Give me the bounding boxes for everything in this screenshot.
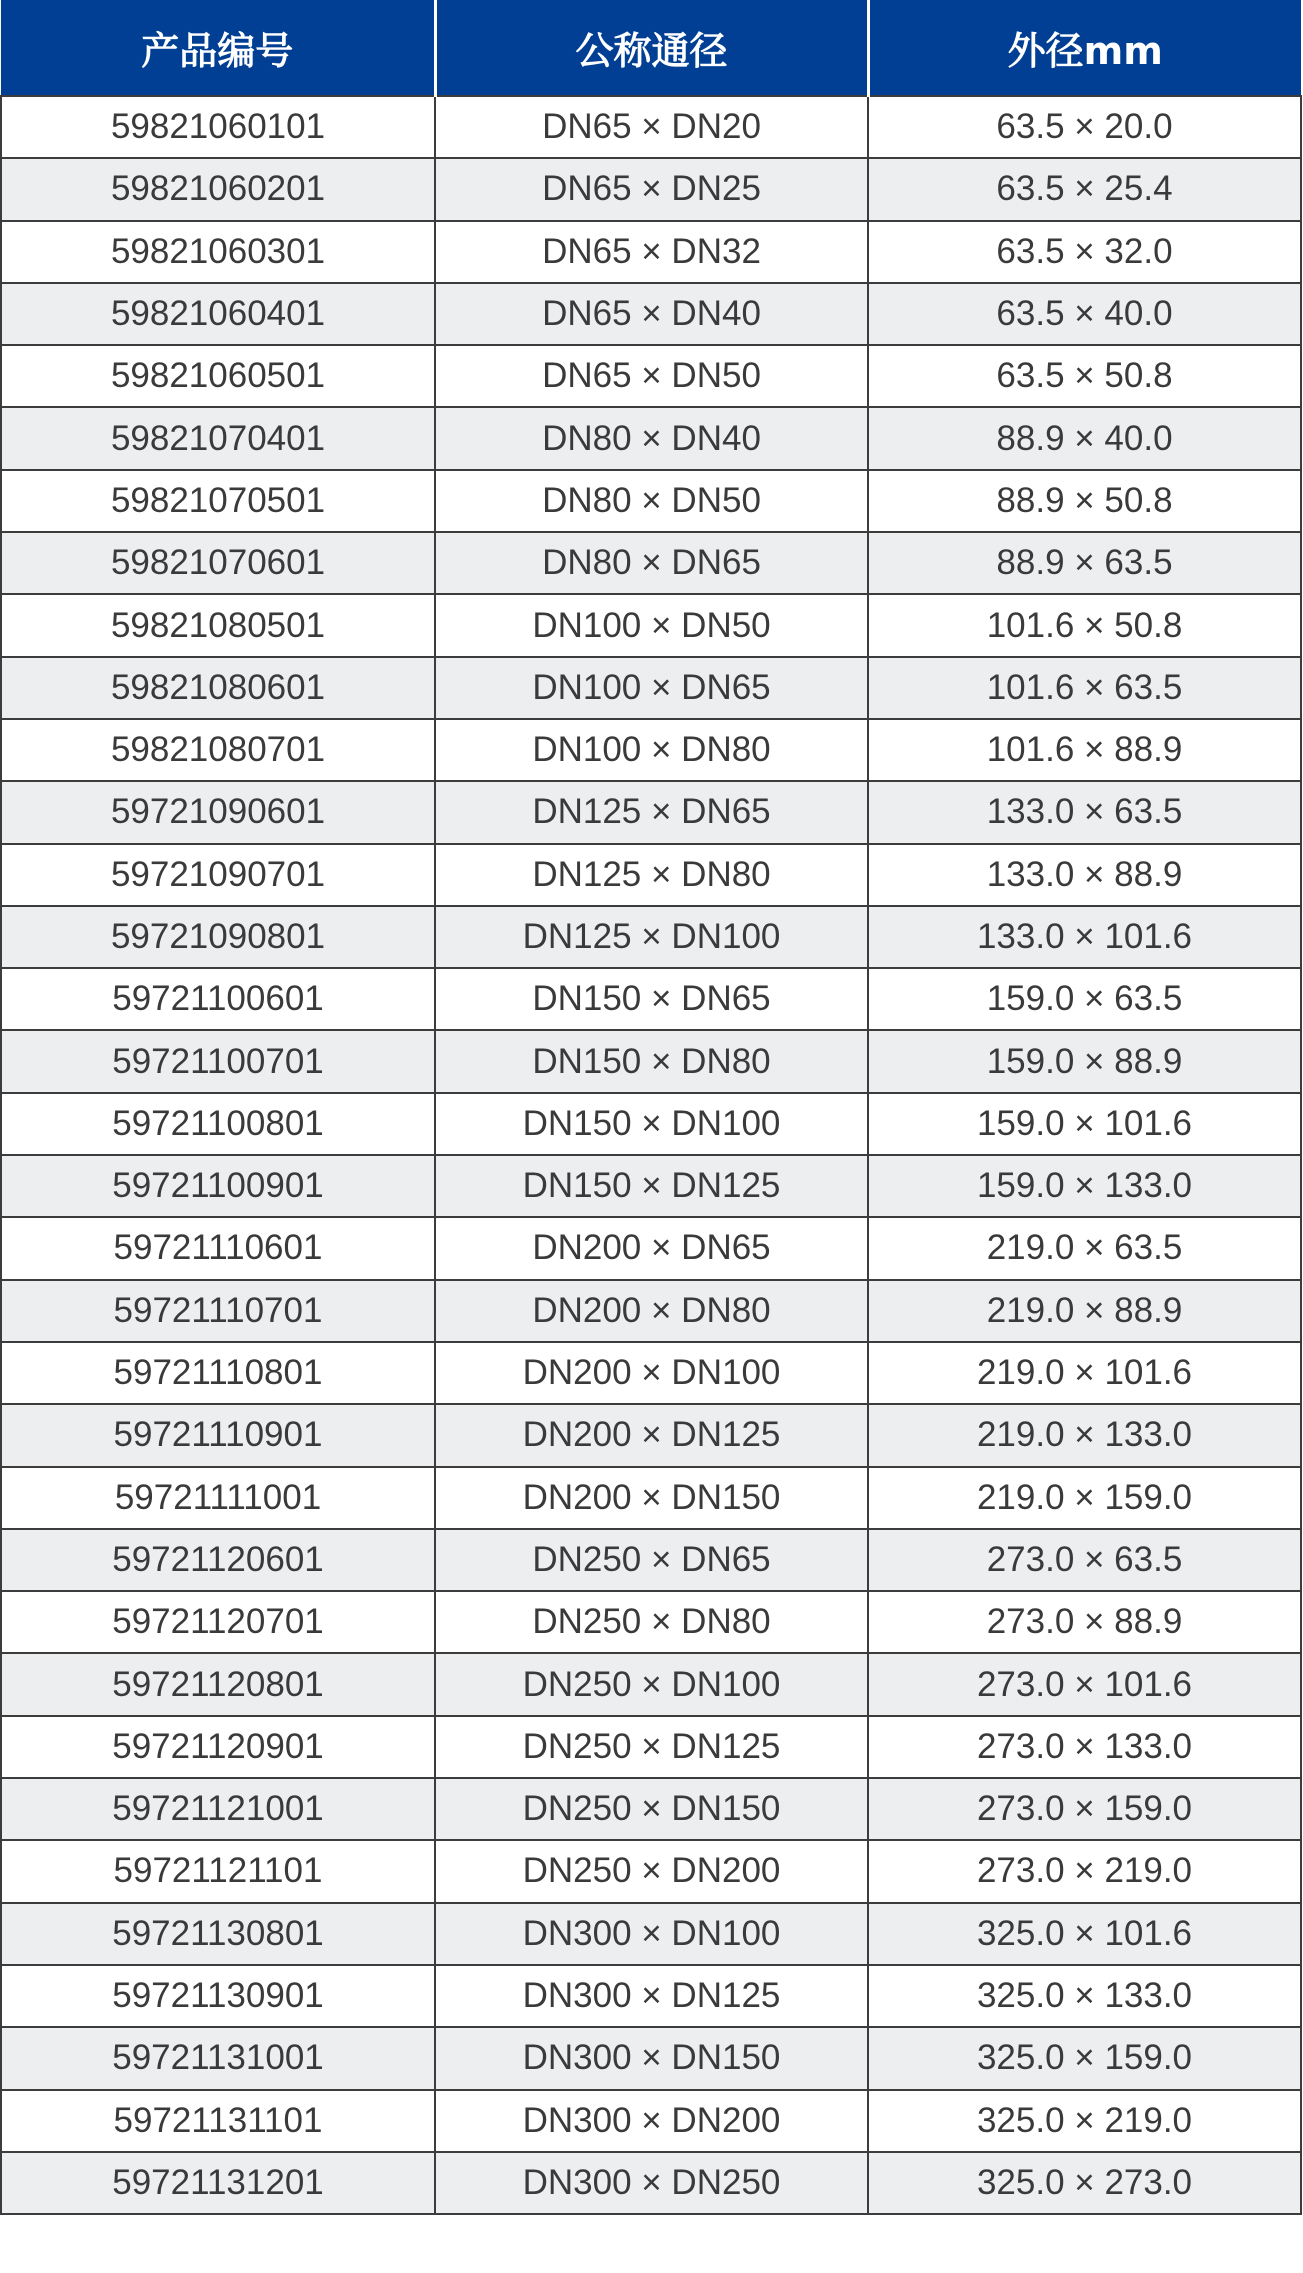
outer-diameter-cell: 273.0 × 159.0 (868, 1778, 1301, 1840)
product-code-cell: 59721130901 (1, 1965, 435, 2027)
table-row (1, 1778, 1301, 1840)
product-code-cell: 59721121001 (1, 1778, 435, 1840)
product-code-cell: 59721120801 (1, 1653, 435, 1715)
nominal-diameter-cell: DN100 × DN50 (435, 594, 868, 656)
outer-diameter-cell: 133.0 × 88.9 (868, 844, 1301, 906)
outer-diameter-cell: 273.0 × 101.6 (868, 1653, 1301, 1715)
nominal-diameter-cell: DN200 × DN125 (435, 1404, 868, 1466)
table-row (1, 906, 1301, 968)
outer-diameter-cell: 159.0 × 63.5 (868, 968, 1301, 1030)
nominal-diameter-cell: DN250 × DN80 (435, 1591, 868, 1653)
nominal-diameter-cell: DN65 × DN40 (435, 283, 868, 345)
outer-diameter-cell: 273.0 × 63.5 (868, 1529, 1301, 1591)
outer-diameter-cell: 219.0 × 63.5 (868, 1217, 1301, 1279)
product-code-cell: 59821070401 (1, 407, 435, 469)
table-row (1, 1093, 1301, 1155)
header-row (1, 0, 1301, 96)
outer-diameter-cell: 273.0 × 88.9 (868, 1591, 1301, 1653)
nominal-diameter-cell: DN125 × DN100 (435, 906, 868, 968)
header-nominal-diameter: 公称通径 (435, 0, 868, 96)
outer-diameter-cell: 63.5 × 25.4 (868, 158, 1301, 220)
product-code-cell: 59821060201 (1, 158, 435, 220)
product-code-cell: 59821060401 (1, 283, 435, 345)
product-code-cell: 59821070501 (1, 470, 435, 532)
nominal-diameter-cell: DN250 × DN150 (435, 1778, 868, 1840)
product-code-cell: 59721090701 (1, 844, 435, 906)
outer-diameter-cell: 219.0 × 101.6 (868, 1342, 1301, 1404)
table-row (1, 1653, 1301, 1715)
product-code-cell: 59721100601 (1, 968, 435, 1030)
outer-diameter-cell: 159.0 × 88.9 (868, 1030, 1301, 1092)
table-row (1, 470, 1301, 532)
product-code-cell: 59721110601 (1, 1217, 435, 1279)
nominal-diameter-cell: DN250 × DN100 (435, 1653, 868, 1715)
table-row (1, 1903, 1301, 1965)
outer-diameter-cell: 325.0 × 159.0 (868, 2027, 1301, 2089)
product-code-cell: 59821060301 (1, 221, 435, 283)
product-code-cell: 59721110801 (1, 1342, 435, 1404)
table-row (1, 1155, 1301, 1217)
outer-diameter-cell: 219.0 × 159.0 (868, 1467, 1301, 1529)
nominal-diameter-cell: DN200 × DN150 (435, 1467, 868, 1529)
outer-diameter-cell: 63.5 × 40.0 (868, 283, 1301, 345)
outer-diameter-cell: 159.0 × 133.0 (868, 1155, 1301, 1217)
nominal-diameter-cell: DN65 × DN50 (435, 345, 868, 407)
outer-diameter-cell: 273.0 × 133.0 (868, 1716, 1301, 1778)
product-code-cell: 59721121101 (1, 1840, 435, 1902)
nominal-diameter-cell: DN125 × DN80 (435, 844, 868, 906)
nominal-diameter-cell: DN100 × DN80 (435, 719, 868, 781)
product-code-cell: 59721111001 (1, 1467, 435, 1529)
nominal-diameter-cell: DN200 × DN65 (435, 1217, 868, 1279)
outer-diameter-cell: 219.0 × 133.0 (868, 1404, 1301, 1466)
outer-diameter-cell: 101.6 × 63.5 (868, 657, 1301, 719)
nominal-diameter-cell: DN65 × DN32 (435, 221, 868, 283)
nominal-diameter-cell: DN150 × DN80 (435, 1030, 868, 1092)
table-row (1, 719, 1301, 781)
outer-diameter-cell: 88.9 × 63.5 (868, 532, 1301, 594)
table-row (1, 96, 1301, 158)
nominal-diameter-cell: DN250 × DN200 (435, 1840, 868, 1902)
outer-diameter-cell: 273.0 × 219.0 (868, 1840, 1301, 1902)
table-row (1, 2027, 1301, 2089)
product-code-cell: 59721090801 (1, 906, 435, 968)
product-code-cell: 59821080501 (1, 594, 435, 656)
header-product-code: 产品编号 (1, 0, 435, 96)
nominal-diameter-cell: DN300 × DN150 (435, 2027, 868, 2089)
nominal-diameter-cell: DN150 × DN125 (435, 1155, 868, 1217)
nominal-diameter-cell: DN250 × DN65 (435, 1529, 868, 1591)
table-row (1, 345, 1301, 407)
table-row (1, 968, 1301, 1030)
product-code-cell: 59721131101 (1, 2090, 435, 2152)
nominal-diameter-cell: DN150 × DN65 (435, 968, 868, 1030)
product-code-cell: 59721131001 (1, 2027, 435, 2089)
table-body (1, 96, 1301, 2214)
header-outer-diameter: 外径mm (868, 0, 1301, 96)
outer-diameter-cell: 88.9 × 40.0 (868, 407, 1301, 469)
table-row (1, 1591, 1301, 1653)
product-code-cell: 59721120701 (1, 1591, 435, 1653)
nominal-diameter-cell: DN80 × DN40 (435, 407, 868, 469)
outer-diameter-cell: 101.6 × 88.9 (868, 719, 1301, 781)
table-row (1, 1280, 1301, 1342)
product-code-cell: 59821080601 (1, 657, 435, 719)
product-code-cell: 59721100901 (1, 1155, 435, 1217)
outer-diameter-cell: 325.0 × 101.6 (868, 1903, 1301, 1965)
nominal-diameter-cell: DN65 × DN20 (435, 96, 868, 158)
nominal-diameter-cell: DN200 × DN80 (435, 1280, 868, 1342)
product-code-cell: 59821060501 (1, 345, 435, 407)
product-code-cell: 59821060101 (1, 96, 435, 158)
outer-diameter-cell: 325.0 × 273.0 (868, 2152, 1301, 2214)
table-row (1, 221, 1301, 283)
outer-diameter-cell: 325.0 × 133.0 (868, 1965, 1301, 2027)
outer-diameter-cell: 159.0 × 101.6 (868, 1093, 1301, 1155)
nominal-diameter-cell: DN300 × DN125 (435, 1965, 868, 2027)
nominal-diameter-cell: DN80 × DN65 (435, 532, 868, 594)
nominal-diameter-cell: DN125 × DN65 (435, 781, 868, 843)
nominal-diameter-cell: DN300 × DN200 (435, 2090, 868, 2152)
table-row (1, 1030, 1301, 1092)
product-code-cell: 59721130801 (1, 1903, 435, 1965)
table-row (1, 2090, 1301, 2152)
outer-diameter-cell: 325.0 × 219.0 (868, 2090, 1301, 2152)
product-code-cell: 59821080701 (1, 719, 435, 781)
product-code-cell: 59721100801 (1, 1093, 435, 1155)
table-row (1, 1840, 1301, 1902)
nominal-diameter-cell: DN200 × DN100 (435, 1342, 868, 1404)
table-row (1, 1529, 1301, 1591)
product-code-cell: 59721120901 (1, 1716, 435, 1778)
product-code-cell: 59721110901 (1, 1404, 435, 1466)
nominal-diameter-cell: DN150 × DN100 (435, 1093, 868, 1155)
nominal-diameter-cell: DN250 × DN125 (435, 1716, 868, 1778)
table-row (1, 1467, 1301, 1529)
table-row (1, 657, 1301, 719)
outer-diameter-cell: 63.5 × 50.8 (868, 345, 1301, 407)
table-row (1, 594, 1301, 656)
table-row (1, 2152, 1301, 2214)
product-code-cell: 59721131201 (1, 2152, 435, 2214)
product-code-cell: 59721090601 (1, 781, 435, 843)
outer-diameter-cell: 63.5 × 20.0 (868, 96, 1301, 158)
product-code-cell: 59721110701 (1, 1280, 435, 1342)
table-row (1, 158, 1301, 220)
outer-diameter-cell: 63.5 × 32.0 (868, 221, 1301, 283)
table-row (1, 1404, 1301, 1466)
nominal-diameter-cell: DN300 × DN100 (435, 1903, 868, 1965)
table-row (1, 407, 1301, 469)
outer-diameter-cell: 101.6 × 50.8 (868, 594, 1301, 656)
product-code-cell: 59721100701 (1, 1030, 435, 1092)
table-row (1, 1217, 1301, 1279)
table-row (1, 1716, 1301, 1778)
outer-diameter-cell: 133.0 × 63.5 (868, 781, 1301, 843)
table-row (1, 1342, 1301, 1404)
table-row (1, 781, 1301, 843)
table-header (1, 0, 1301, 96)
table-row (1, 844, 1301, 906)
outer-diameter-cell: 219.0 × 88.9 (868, 1280, 1301, 1342)
nominal-diameter-cell: DN100 × DN65 (435, 657, 868, 719)
outer-diameter-cell: 133.0 × 101.6 (868, 906, 1301, 968)
nominal-diameter-cell: DN80 × DN50 (435, 470, 868, 532)
product-code-cell: 59821070601 (1, 532, 435, 594)
table-row (1, 532, 1301, 594)
table-row (1, 283, 1301, 345)
nominal-diameter-cell: DN300 × DN250 (435, 2152, 868, 2214)
table-row (1, 1965, 1301, 2027)
product-code-cell: 59721120601 (1, 1529, 435, 1591)
nominal-diameter-cell: DN65 × DN25 (435, 158, 868, 220)
outer-diameter-cell: 88.9 × 50.8 (868, 470, 1301, 532)
